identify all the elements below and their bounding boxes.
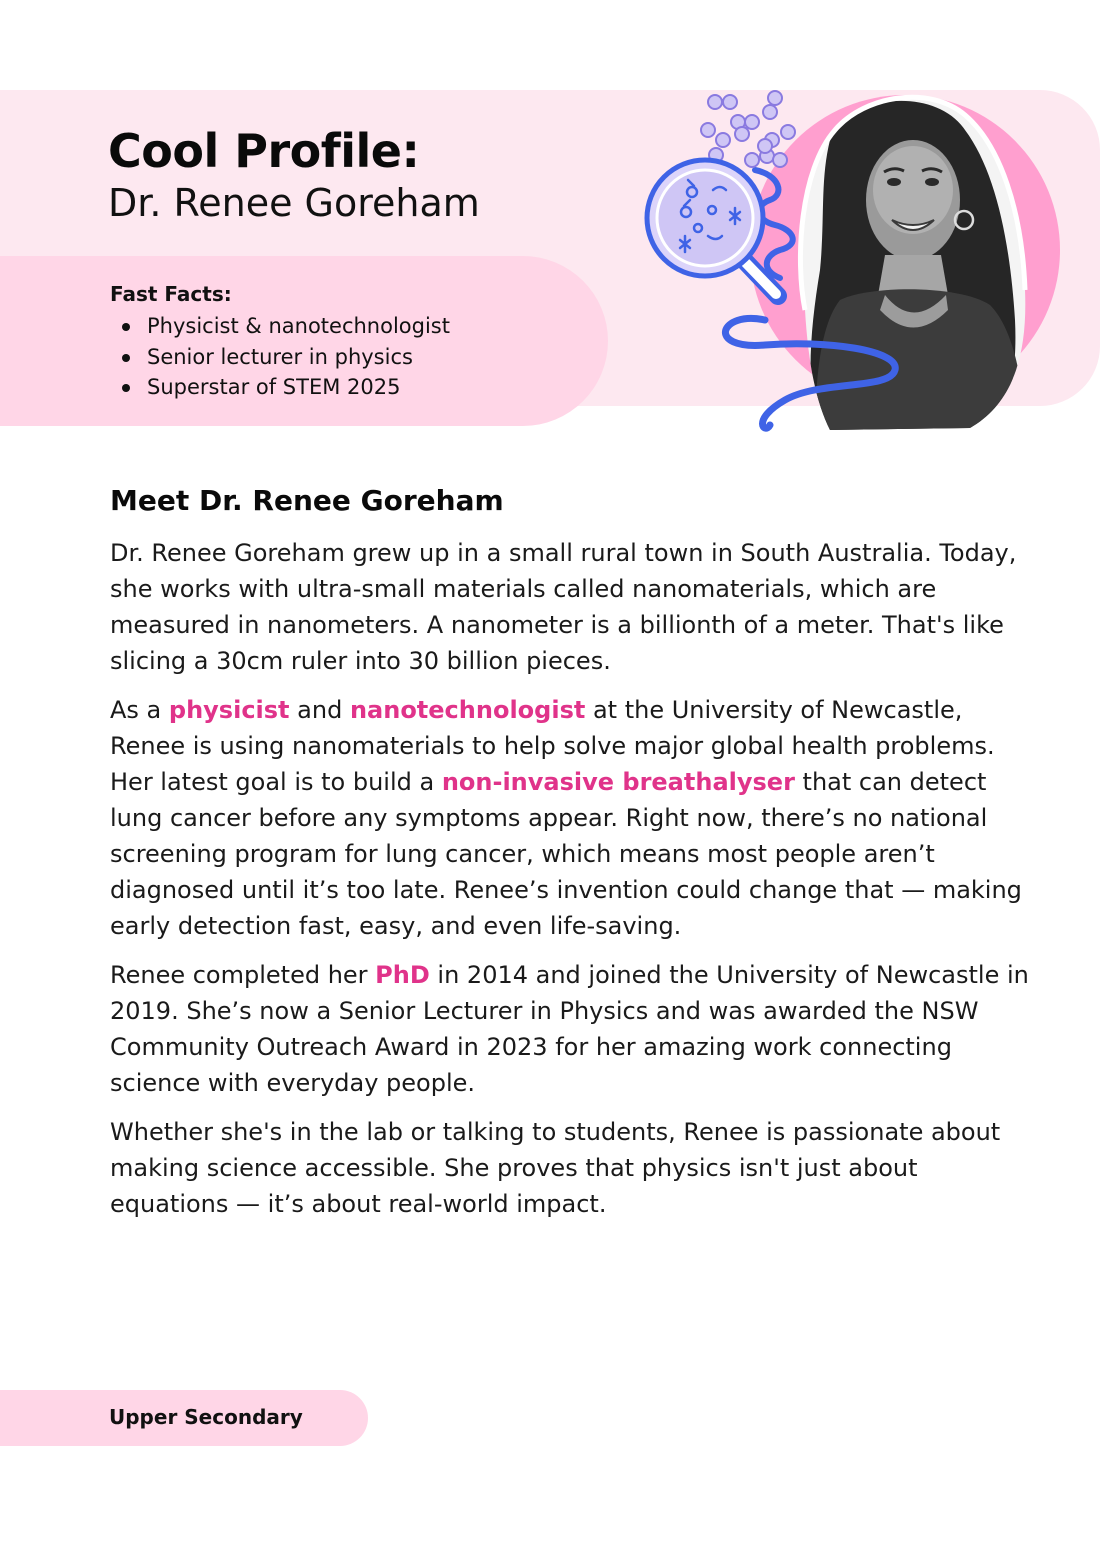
section-heading: Meet Dr. Renee Goreham <box>110 484 504 517</box>
text-run: in 2014 and joined the University of Newcastle in 2019. She’s now a Senior Lecturer in Physics and was awarded the NSW Community Outreach Award in 2023 for her amazing work connecting science with everyday people. <box>110 961 1029 1097</box>
highlight-nanotechnologist: nanotechnologist <box>349 696 586 724</box>
hero-illustration <box>630 60 1070 440</box>
fast-fact-item: Superstar of STEM 2025 <box>110 373 450 404</box>
molecule-icon <box>701 91 795 167</box>
highlight-breathalyser: non-invasive breathalyser <box>441 768 795 796</box>
paragraph-career <box>110 957 1030 1101</box>
text-run: Renee completed her <box>110 961 376 989</box>
fast-facts-heading: Fast Facts: <box>110 282 232 306</box>
article-body <box>110 535 1030 1235</box>
highlight-physicist: physicist <box>168 696 290 724</box>
magnifying-glass-icon <box>647 160 778 296</box>
highlight-phd: PhD <box>375 961 430 989</box>
text-run: and <box>289 696 350 724</box>
paragraph-intro: Dr. Renee Goreham grew up in a small rural town in South Australia. Today, she works with ultra-small materials called nanomaterials, which are measured in nanometers. A nanometer is a billionth of a meter. That's like slicing a 30cm ruler into 30 billion pieces. <box>110 539 1017 675</box>
level-label: Upper Secondary <box>109 1405 303 1429</box>
text-run: As a <box>110 696 169 724</box>
fast-facts-list <box>110 312 450 404</box>
fast-fact-item: Physicist & nanotechnologist <box>110 312 450 343</box>
paragraph-closing: Whether she's in the lab or talking to students, Renee is passionate about making science accessible. She proves that physics isn't just about equations — it’s about real-world impact. <box>110 1118 1001 1218</box>
page-title: Cool Profile: <box>108 124 420 178</box>
text-run: at the University of Newcastle, Renee is using nanomaterials to help solve major global health problems. Her latest goal is to build a <box>110 696 995 796</box>
text-run: that can detect lung cancer before any symptoms appear. Right now, there’s no national screening program for lung cancer, which means most people aren’t diagnosed until it’s too late. Renee’s invention could change that — making early detection fast, easy, and even life-saving. <box>110 768 1022 940</box>
fast-fact-item: Senior lecturer in physics <box>110 343 450 374</box>
profile-name: Dr. Renee Goreham <box>108 181 480 225</box>
paragraph-work <box>110 692 1030 944</box>
